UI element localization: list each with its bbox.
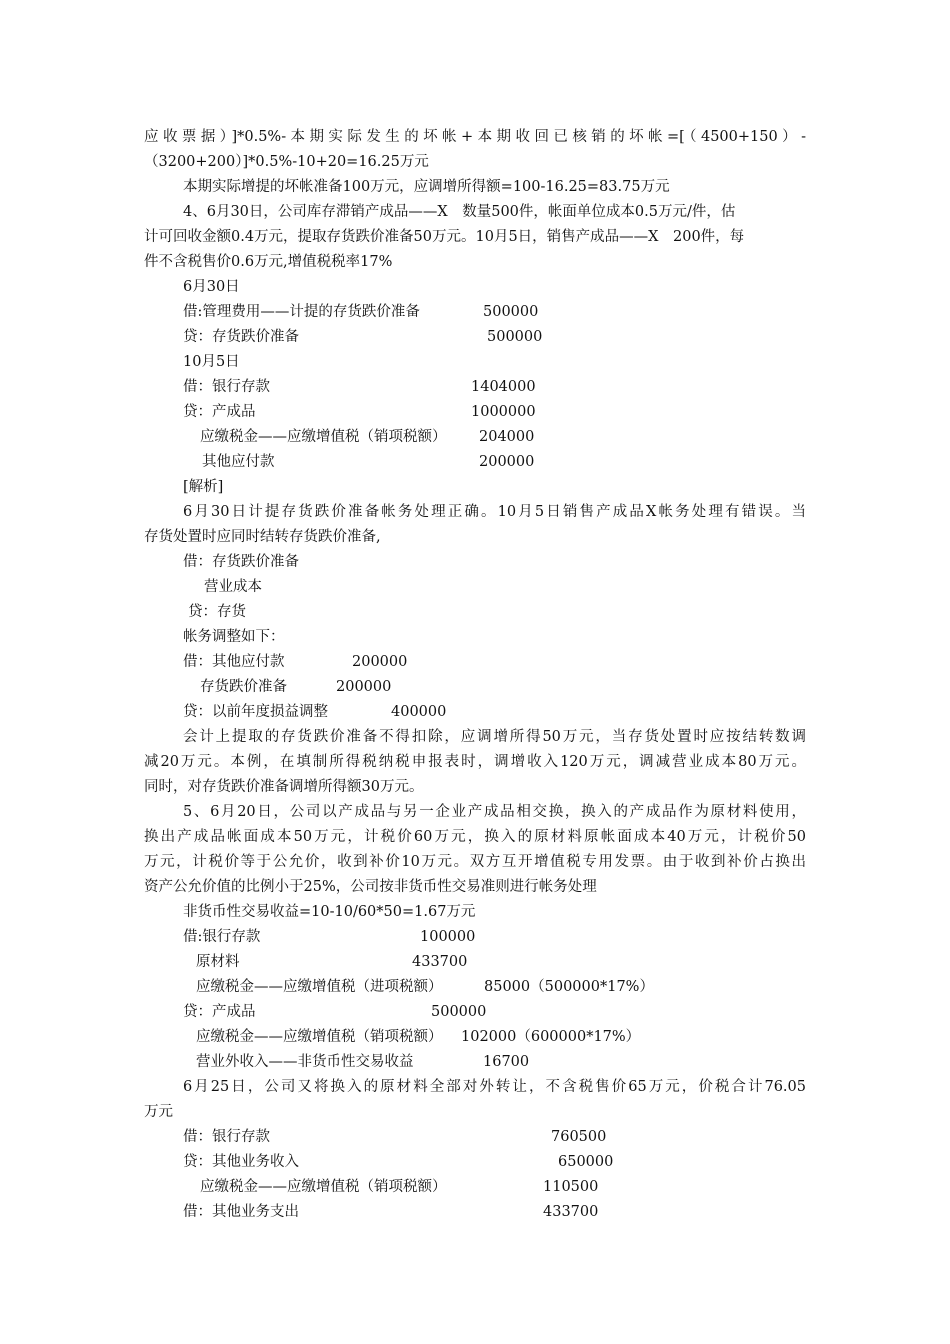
- entry-amount: 200000: [336, 679, 392, 695]
- text-line: 5、6月20日，公司以产成品与另一企业产成品相交换，换入的产成品作为原材料使用，: [183, 804, 806, 820]
- entry-label: 其他应付款: [202, 454, 275, 470]
- entry-label: 应缴税金——应缴增值税（销项税额）: [196, 1029, 443, 1045]
- text-line: [解析]: [183, 479, 224, 495]
- entry-amount: 200000: [352, 654, 408, 670]
- entry-amount: 102000（600000*17%）: [461, 1029, 641, 1045]
- text-line: 会计上提取的存货跌价准备不得扣除，应调增所得50万元，当存货处置时应按结转数调: [183, 729, 806, 745]
- entry-amount: 500000: [431, 1004, 487, 1020]
- text-line: 帐务调整如下：: [183, 629, 285, 645]
- entry-amount: 1000000: [471, 404, 536, 420]
- text-line: 4、6月30日，公司库存滞销产成品——X 数量500件，帐面单位成本0.5万元/件，估: [183, 204, 736, 220]
- text-line: 换出产成品帐面成本50万元，计税价60万元，换入的原材料原帐面成本40万元，计税价50: [144, 829, 806, 845]
- entry-amount: 204000: [479, 429, 535, 445]
- text-line: 存货处置时应同时结转存货跌价准备,: [144, 529, 381, 545]
- entry-label: 应缴税金——应缴增值税（进项税额）: [196, 979, 443, 995]
- entry-label: 营业外收入——非货币性交易收益: [196, 1054, 414, 1070]
- entry-amount: 760500: [551, 1129, 607, 1145]
- entry-amount: 85000（500000*17%）: [484, 979, 654, 995]
- entry-label: 借：其他应付款: [183, 654, 285, 670]
- entry-label: 原材料: [196, 954, 240, 970]
- entry-label: 存货跌价准备: [200, 679, 287, 695]
- text-line: 6月30日: [183, 279, 240, 295]
- text-line: 6月30日计提存货跌价准备帐务处理正确。10月5日销售产成品X帐务处理有错误。当: [183, 504, 806, 520]
- text-line: （3200+200）]*0.5%-10+20=16.25万元: [144, 154, 429, 170]
- entry-amount: 500000: [487, 329, 543, 345]
- entry-label: 贷：其他业务收入: [183, 1154, 299, 1170]
- entry-amount: 110500: [543, 1179, 599, 1195]
- entry-label: 借：存货跌价准备: [183, 554, 299, 570]
- text-line: 同时，对存货跌价准备调增所得额30万元。: [144, 779, 424, 795]
- entry-amount: 433700: [412, 954, 468, 970]
- entry-label: 贷：产成品: [183, 1004, 256, 1020]
- entry-amount: 200000: [479, 454, 535, 470]
- text-line: 10月5日: [183, 354, 240, 370]
- entry-amount: 16700: [483, 1054, 530, 1070]
- text-line: 6月25日，公司又将换入的原材料全部对外转让，不含税售价65万元，价税合计76.05: [183, 1079, 806, 1095]
- entry-amount: 433700: [543, 1204, 599, 1220]
- text-line: 应收票据）]*0.5%-本期实际发生的坏帐+本期收回已核销的坏帐=[（4500+150）-: [144, 129, 806, 145]
- entry-label: 借：银行存款: [183, 1129, 270, 1145]
- entry-amount: 650000: [558, 1154, 614, 1170]
- text-line: 件不含税售价0.6万元,增值税税率17%: [144, 254, 393, 270]
- entry-label: 营业成本: [204, 579, 262, 595]
- text-line: 万元，计税价等于公允价，收到补价10万元。双方互开增值税专用发票。由于收到补价占换出: [144, 854, 806, 870]
- entry-label: 借：其他业务支出: [183, 1204, 299, 1220]
- entry-amount: 100000: [420, 929, 476, 945]
- entry-label: 应缴税金——应缴增值税（销项税额）: [200, 1179, 447, 1195]
- entry-label: 贷：以前年度损益调整: [183, 704, 328, 720]
- entry-label: 借:银行存款: [183, 929, 261, 945]
- entry-label: 贷：产成品: [183, 404, 256, 420]
- entry-label: 贷：存货跌价准备: [183, 329, 299, 345]
- entry-amount: 500000: [483, 304, 539, 320]
- entry-label: 贷：存货: [188, 604, 246, 620]
- entry-amount: 1404000: [471, 379, 536, 395]
- text-line: 资产公允价值的比例小于25%，公司按非货币性交易准则进行帐务处理: [144, 879, 597, 895]
- text-line: 万元: [144, 1104, 173, 1120]
- entry-amount: 400000: [391, 704, 447, 720]
- entry-label: 借：银行存款: [183, 379, 270, 395]
- text-line: 非货币性交易收益=10-10/60*50=1.67万元: [183, 904, 476, 920]
- entry-label: 借:管理费用——计提的存货跌价准备: [183, 304, 420, 320]
- text-line: 本期实际增提的坏帐准备100万元，应调增所得额=100-16.25=83.75万元: [183, 179, 670, 195]
- entry-label: 应缴税金——应缴增值税（销项税额）: [200, 429, 447, 445]
- text-line: 减20万元。本例，在填制所得税纳税申报表时，调增收入120万元，调减营业成本80万元。: [144, 754, 806, 770]
- text-line: 计可回收金额0.4万元，提取存货跌价准备50万元。10月5日，销售产成品——X 200件，每: [144, 229, 745, 245]
